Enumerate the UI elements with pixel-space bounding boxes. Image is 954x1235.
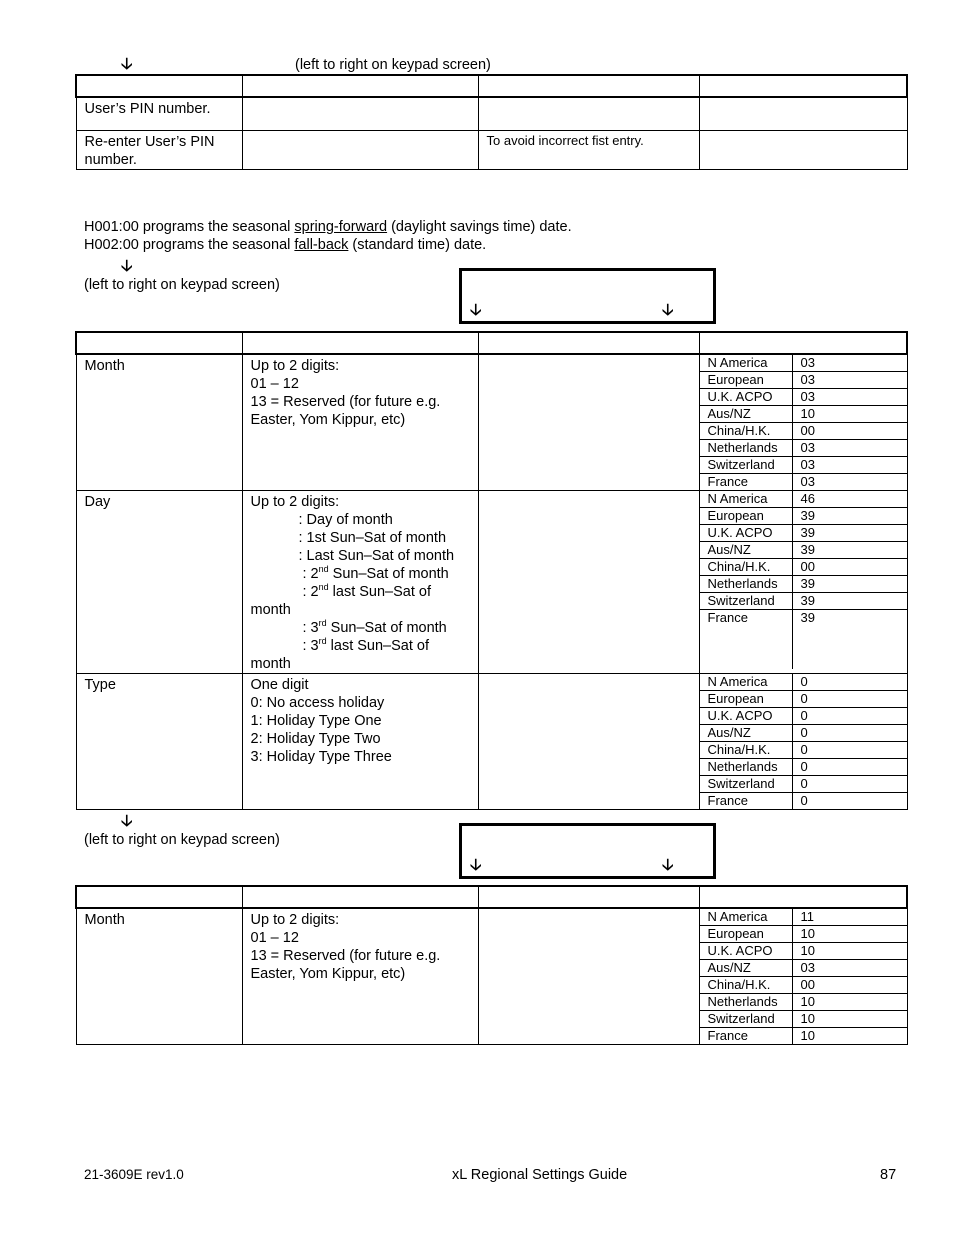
region-name: China/H.K. (700, 423, 793, 440)
desc-line: Easter, Yom Kippur, etc) (250, 412, 406, 428)
keypad-note: (left to right on keypad screen) (84, 277, 280, 293)
region-name: Netherlands (700, 759, 793, 776)
region-name: U.K. ACPO (700, 943, 793, 960)
spring-forward-link: spring-forward (294, 219, 388, 235)
region-name: N America (700, 909, 793, 926)
desc-line: : 3rd Sun–Sat of month (302, 618, 447, 636)
region-name: Netherlands (700, 440, 793, 457)
region-name: N America (700, 491, 793, 508)
region-name: China/H.K. (700, 742, 793, 759)
region-value: 10 (792, 926, 907, 943)
region-defaults (700, 674, 907, 809)
region-name: Aus/NZ (700, 542, 793, 559)
table-row-month (76, 908, 907, 1045)
keypad-note: (left to right on keypad screen) (295, 57, 491, 73)
region-defaults (700, 355, 907, 490)
region-name: Switzerland (700, 457, 793, 474)
region-name: France (700, 610, 793, 670)
region-defaults (700, 909, 907, 1044)
region-value: 46 (792, 491, 907, 508)
region-name: China/H.K. (700, 977, 793, 994)
table-row-month (76, 354, 907, 491)
desc-line: : 2nd Sun–Sat of month (302, 564, 449, 582)
row-label: User’s PIN number. (84, 101, 211, 117)
region-name: Switzerland (700, 1011, 793, 1028)
desc-line: 2: Holiday Type Two (250, 731, 381, 747)
region-value: 10 (792, 1011, 907, 1028)
desc-line: : Day of month (298, 512, 393, 528)
region-name: European (700, 691, 793, 708)
region-name: Aus/NZ (700, 960, 793, 977)
desc-line: : 1st Sun–Sat of month (298, 530, 447, 546)
desc-line: Up to 2 digits: (250, 358, 340, 374)
desc-line: 0: No access holiday (250, 695, 385, 711)
desc-line: 13 = Reserved (for future e.g. (250, 394, 441, 410)
region-value: 03 (792, 355, 907, 372)
region-name: N America (700, 674, 793, 691)
region-name: Netherlands (700, 576, 793, 593)
fall-back-table (75, 885, 908, 1045)
region-value: 39 (792, 593, 907, 610)
region-name: Aus/NZ (700, 406, 793, 423)
region-value: 03 (792, 960, 907, 977)
desc-line: 13 = Reserved (for future e.g. (250, 948, 441, 964)
region-value: 10 (792, 994, 907, 1011)
keypad-note: (left to right on keypad screen) (84, 832, 280, 848)
region-name: China/H.K. (700, 559, 793, 576)
table-header-row (76, 75, 907, 97)
region-defaults (700, 491, 907, 669)
region-value: 10 (792, 406, 907, 423)
down-arrow-icon: 🡣 (121, 811, 133, 830)
table-row (76, 97, 907, 130)
region-name: Aus/NZ (700, 725, 793, 742)
region-value: 0 (792, 674, 907, 691)
region-value: 0 (792, 725, 907, 742)
field-label: Type (84, 677, 116, 693)
region-name: European (700, 926, 793, 943)
holiday-line-2: H002:00 programs the seasonal fall-back (standard time) date. (84, 237, 487, 253)
desc-line: : 2nd last Sun–Sat of (302, 582, 432, 600)
region-name: Switzerland (700, 776, 793, 793)
page-number: 87 (880, 1167, 897, 1183)
region-name: France (700, 1028, 793, 1045)
table-row-day (76, 491, 907, 674)
region-value: 39 (792, 576, 907, 593)
region-value: 11 (792, 909, 907, 926)
down-arrow-icon: 🡣 (121, 256, 133, 275)
region-value: 03 (792, 440, 907, 457)
region-value: 10 (800, 1028, 815, 1043)
table-header-row (76, 332, 907, 354)
region-value: 03 (792, 457, 907, 474)
table-row-type (76, 674, 907, 810)
pin-table (75, 74, 908, 170)
region-name: Switzerland (700, 593, 793, 610)
region-name: U.K. ACPO (700, 525, 793, 542)
desc-line: : 3rd last Sun–Sat of (302, 636, 430, 654)
row-comment (479, 98, 699, 100)
region-name: U.K. ACPO (700, 389, 793, 406)
desc-line: month (250, 602, 291, 618)
region-name: N America (700, 355, 793, 372)
down-arrow-icon: 🡣 (662, 300, 674, 319)
region-value: 03 (792, 372, 907, 389)
row-comment: To avoid incorrect fist entry. (486, 132, 644, 148)
desc-line: : Last Sun–Sat of month (298, 548, 455, 564)
region-value: 39 (792, 542, 907, 559)
field-label: Day (84, 494, 111, 510)
holiday-line-1: H001:00 programs the seasonal spring-forward (daylight savings time) date. (84, 219, 572, 235)
field-label: Month (84, 912, 125, 928)
region-value: 39 (792, 525, 907, 542)
row-label: Re-enter User’s PIN number. (84, 133, 215, 168)
spring-forward-table (75, 331, 908, 810)
region-name: France (700, 793, 793, 810)
table-row (76, 130, 907, 169)
region-value: 00 (792, 423, 907, 440)
desc-line: Up to 2 digits: (250, 912, 340, 928)
region-name: France (700, 474, 793, 491)
down-arrow-icon: 🡣 (470, 855, 482, 874)
doc-id: 21-3609E rev1.0 (84, 1167, 184, 1182)
down-arrow-icon: 🡣 (470, 300, 482, 319)
region-value: 03 (800, 474, 815, 489)
region-value: 39 (800, 610, 815, 625)
desc-line: month (250, 656, 291, 672)
desc-line: 01 – 12 (250, 376, 299, 392)
down-arrow-icon: 🡣 (121, 54, 133, 73)
desc-line: 01 – 12 (250, 930, 299, 946)
desc-line: Up to 2 digits: (250, 494, 340, 510)
region-value: 39 (792, 508, 907, 525)
desc-line: 3: Holiday Type Three (250, 749, 392, 765)
desc-line: Easter, Yom Kippur, etc) (250, 966, 406, 982)
region-value: 00 (792, 977, 907, 994)
region-value: 0 (792, 759, 907, 776)
doc-title: xL Regional Settings Guide (452, 1167, 628, 1183)
region-value: 0 (800, 793, 808, 808)
table-header-row (76, 886, 907, 908)
desc-line: One digit (250, 677, 309, 693)
keypad-screen-box (459, 268, 716, 324)
fall-back-link: fall-back (294, 237, 349, 253)
region-value: 0 (792, 708, 907, 725)
region-value: 0 (792, 776, 907, 793)
region-value: 10 (792, 943, 907, 960)
desc-line: 1: Holiday Type One (250, 713, 382, 729)
keypad-screen-box (459, 823, 716, 879)
region-value: 03 (792, 389, 907, 406)
region-value: 00 (792, 559, 907, 576)
region-value: 0 (792, 742, 907, 759)
region-name: U.K. ACPO (700, 708, 793, 725)
field-label: Month (84, 358, 125, 374)
region-name: European (700, 508, 793, 525)
region-value: 0 (792, 691, 907, 708)
region-name: Netherlands (700, 994, 793, 1011)
region-name: European (700, 372, 793, 389)
down-arrow-icon: 🡣 (662, 855, 674, 874)
